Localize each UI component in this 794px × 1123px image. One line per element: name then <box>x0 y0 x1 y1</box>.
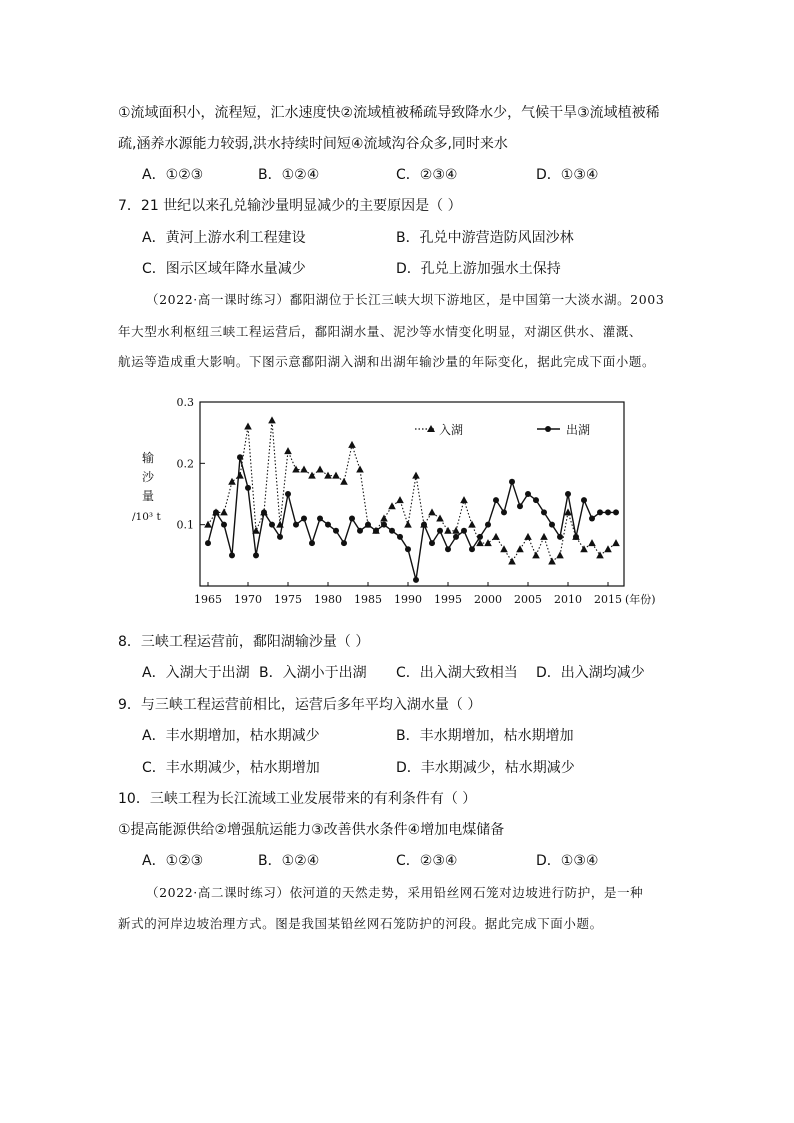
x-tick-label: 2005 <box>514 593 542 606</box>
q10-option-d: D．①③④ <box>536 853 599 869</box>
outflow-point <box>429 540 435 546</box>
q7-stem: 7．21 世纪以来孔兑输沙量明显减少的主要原因是（ ） <box>118 198 462 214</box>
outflow-point <box>341 540 347 546</box>
outflow-point <box>525 491 531 497</box>
q6-statements-line-2: 疏,涵养水源能力较弱,洪水持续时间短④流域沟谷众多,同时来水 <box>118 136 508 152</box>
q9-option-d: D．丰水期减少，枯水期减少 <box>396 760 575 776</box>
inflow-point <box>532 551 540 558</box>
inflow-point <box>284 447 292 454</box>
x-tick-label: 1975 <box>274 593 302 606</box>
inflow-point <box>436 515 444 522</box>
inflow-point <box>540 533 548 540</box>
outflow-point <box>509 479 515 485</box>
outflow-point <box>373 528 379 534</box>
inflow-point <box>332 472 340 479</box>
inflow-point <box>556 551 564 558</box>
inflow-point <box>612 539 620 546</box>
outflow-point <box>493 497 499 503</box>
inflow-point <box>460 496 468 503</box>
inflow-point <box>340 478 348 485</box>
q10-statements: ①提高能源供给②增强航运能力③改善供水条件④增加电煤储备 <box>118 822 505 838</box>
x-tick-label: 2000 <box>474 593 502 606</box>
outflow-point <box>381 522 387 528</box>
inflow-point <box>492 533 500 540</box>
inflow-point <box>244 423 252 430</box>
x-axis-label: (年份) <box>625 593 656 606</box>
outflow-point <box>317 516 323 522</box>
outflow-point <box>613 509 619 515</box>
series-line-inflow <box>208 420 616 561</box>
outflow-point <box>501 509 507 515</box>
outflow-point <box>221 522 227 528</box>
y-axis-label-part: 量 <box>142 489 155 503</box>
q7-option-b: B．孔兑中游营造防风固沙林 <box>396 230 574 246</box>
y-axis-label-part: 输 <box>142 451 155 465</box>
inflow-point <box>380 515 388 522</box>
outflow-point <box>597 509 603 515</box>
q8-option-c: C．出入湖大致相当 <box>396 665 518 681</box>
q10-option-c: C．②③④ <box>396 853 458 869</box>
q10-option-b: B．①②④ <box>258 853 320 869</box>
q7-option-c: C．图示区域年降水量减少 <box>142 261 306 277</box>
q7-option-d: D．孔兑上游加强水土保持 <box>396 261 561 277</box>
outflow-point <box>357 528 363 534</box>
q10-stem: 10．三峡工程为长江流域工业发展带来的有利条件有（ ） <box>118 791 477 807</box>
inflow-point <box>484 539 492 546</box>
inflow-point <box>412 472 420 479</box>
outflow-point <box>421 522 427 528</box>
inflow-point <box>236 472 244 479</box>
inflow-point <box>268 416 276 423</box>
inflow-point <box>524 533 532 540</box>
outflow-point <box>277 534 283 540</box>
outflow-point <box>589 516 595 522</box>
legend-label-out: 出湖 <box>566 423 591 437</box>
outflow-point <box>397 534 403 540</box>
outflow-point <box>389 528 395 534</box>
q7-option-a: A．黄河上游水利工程建设 <box>142 230 306 246</box>
outflow-point <box>261 509 267 515</box>
inflow-point <box>516 545 524 552</box>
x-tick-label: 2010 <box>554 593 582 606</box>
inflow-point <box>204 521 212 528</box>
q9-option-a: A．丰水期增加，枯水期减少 <box>142 728 320 744</box>
x-tick-label: 1965 <box>194 593 222 606</box>
y-tick-label: 0.1 <box>176 518 194 532</box>
q8-option-a: A．入湖大于出湖 <box>142 665 250 681</box>
plot-frame <box>200 402 624 586</box>
legend-dot-marker <box>545 426 551 432</box>
outflow-point <box>269 522 275 528</box>
inflow-point <box>316 465 324 472</box>
outflow-point <box>549 522 555 528</box>
outflow-point <box>213 509 219 515</box>
inflow-point <box>356 465 364 472</box>
y-axis-label-part: 沙 <box>142 470 155 484</box>
outflow-point <box>301 516 307 522</box>
outflow-point <box>333 528 339 534</box>
q8-option-b: B．入湖小于出湖 <box>259 665 367 681</box>
inflow-point <box>228 478 236 485</box>
inflow-point <box>588 539 596 546</box>
outflow-point <box>349 516 355 522</box>
outflow-point <box>237 454 243 460</box>
inflow-point <box>404 521 412 528</box>
outflow-point <box>205 540 211 546</box>
inflow-point <box>596 551 604 558</box>
outflow-point <box>469 546 475 552</box>
outflow-point <box>245 485 251 491</box>
outflow-point <box>605 509 611 515</box>
inflow-point <box>220 508 228 515</box>
outflow-point <box>517 503 523 509</box>
outflow-point <box>573 534 579 540</box>
legend <box>415 422 590 437</box>
outflow-point <box>325 522 331 528</box>
intro1-line-3: 航运等造成重大影响。下图示意鄱阳湖入湖和出湖年输沙量的年际变化，据此完成下面小题。 <box>118 354 656 369</box>
inflow-point <box>428 508 436 515</box>
y-tick-label: 0.3 <box>176 396 194 409</box>
legend-label-in: 入湖 <box>439 423 464 437</box>
y-axis-label-part: /10³ t <box>132 511 161 523</box>
outflow-point <box>437 528 443 534</box>
outflow-point <box>453 534 459 540</box>
y-tick-label: 0.2 <box>176 457 194 471</box>
q9-option-c: C．丰水期减少，枯水期增加 <box>142 760 320 776</box>
q8-stem: 8．三峡工程运营前，鄱阳湖输沙量（ ） <box>118 634 370 650</box>
x-tick-label: 1980 <box>314 593 342 606</box>
outflow-point <box>365 522 371 528</box>
q9-stem: 9．与三峡工程运营前相比，运营后多年平均入湖水量（ ） <box>118 697 482 713</box>
outflow-point <box>293 522 299 528</box>
inflow-point <box>468 521 476 528</box>
intro1-line-1: （2022·高一课时练习）鄱阳湖位于长江三峡大坝下游地区，是中国第一大淡水湖。2003 <box>146 292 665 307</box>
intro2-line-1: （2022·高二课时练习）依河道的天然走势，采用铅丝网石笼对边坡进行防护，是一种 <box>146 885 644 900</box>
outflow-point <box>413 577 419 583</box>
inflow-point <box>604 545 612 552</box>
series-line-outflow <box>208 457 616 580</box>
q6-statements-line-1: ①流域面积小，流程短，汇水速度快②流域植被稀疏导致降水少，气候干旱③流域植被稀 <box>118 105 660 121</box>
outflow-point <box>541 509 547 515</box>
intro2-line-2: 新式的河岸边坡治理方式。图是我国某铅丝网石笼防护的河段。据此完成下面小题。 <box>118 916 603 931</box>
x-tick-label: 1970 <box>234 593 262 606</box>
intro1-line-2: 年大型水利枢纽三峡工程运营后，鄱阳湖水量、泥沙等水情变化明显，对湖区供水、灌溉、 <box>118 324 643 339</box>
q9-option-b: B．丰水期增加，枯水期增加 <box>396 728 574 744</box>
outflow-point <box>229 552 235 558</box>
outflow-point <box>285 491 291 497</box>
inflow-point <box>500 545 508 552</box>
q6-option-b: B．①②④ <box>258 167 320 183</box>
outflow-point <box>533 497 539 503</box>
q6-option-a: A．①②③ <box>142 167 204 183</box>
outflow-point <box>253 552 259 558</box>
x-tick-label: 1995 <box>434 593 462 606</box>
inflow-point <box>300 465 308 472</box>
inflow-point <box>348 441 356 448</box>
x-tick-label: 2015 <box>594 593 622 606</box>
outflow-point <box>477 534 483 540</box>
inflow-point <box>548 557 556 564</box>
x-tick-label: 1990 <box>394 593 422 606</box>
sediment-chart <box>130 392 670 620</box>
q6-option-d: D．①③④ <box>536 167 599 183</box>
x-tick-label: 1985 <box>354 593 382 606</box>
inflow-point <box>580 545 588 552</box>
outflow-point <box>581 497 587 503</box>
outflow-point <box>565 491 571 497</box>
outflow-point <box>405 546 411 552</box>
q6-option-c: C．②③④ <box>396 167 458 183</box>
inflow-point <box>444 527 452 534</box>
outflow-point <box>557 534 563 540</box>
inflow-point <box>396 496 404 503</box>
q10-option-a: A．①②③ <box>142 853 204 869</box>
outflow-point <box>309 540 315 546</box>
inflow-point <box>308 472 316 479</box>
outflow-point <box>461 528 467 534</box>
q8-option-d: D．出入湖均减少 <box>536 665 645 681</box>
outflow-point <box>485 522 491 528</box>
inflow-point <box>508 557 516 564</box>
outflow-point <box>445 546 451 552</box>
inflow-point <box>388 502 396 509</box>
